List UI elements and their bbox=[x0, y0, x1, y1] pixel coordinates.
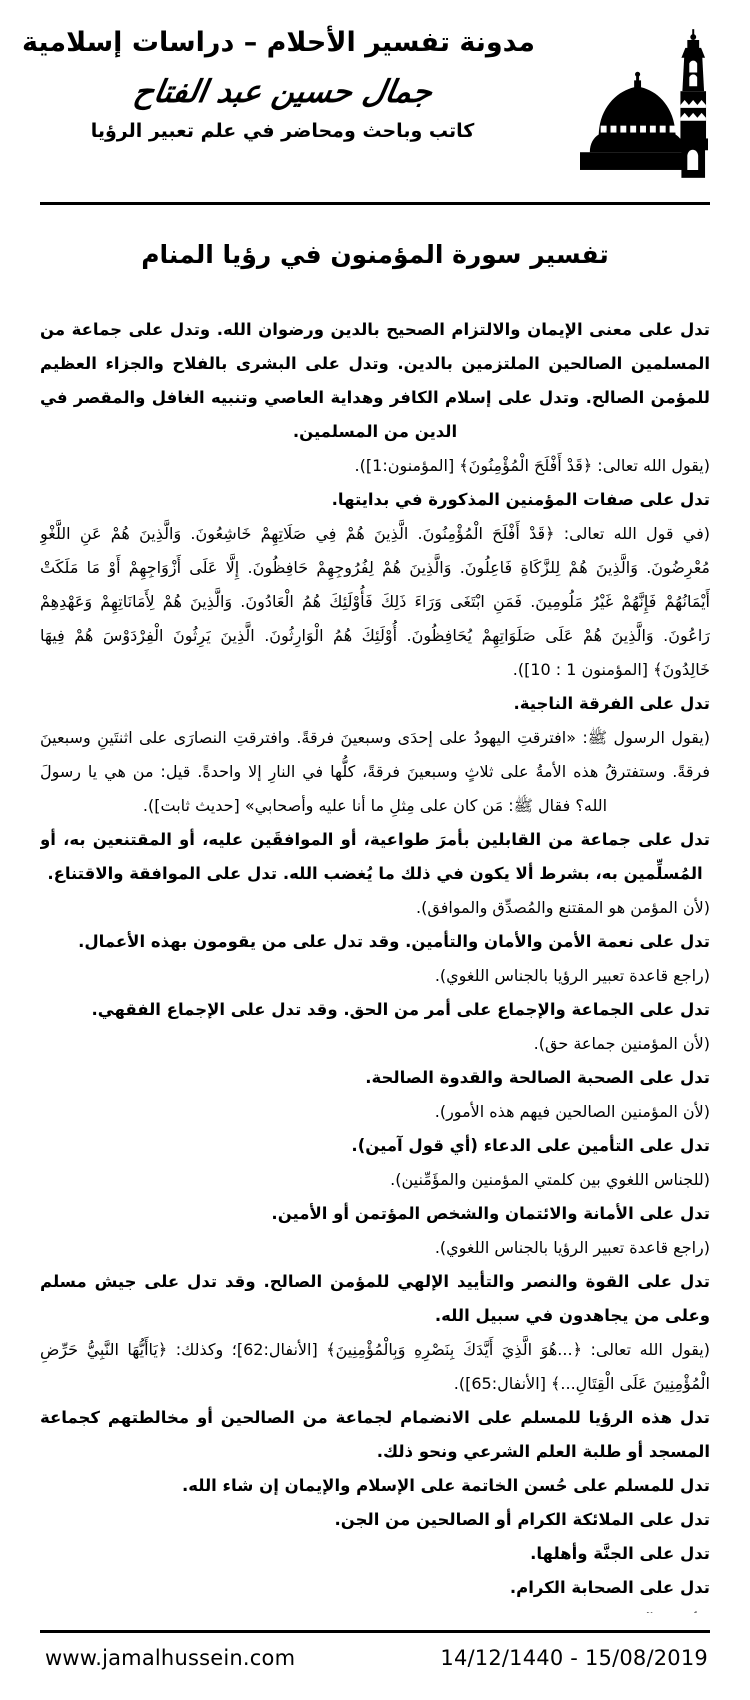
statement-paragraph: تدل على الفرقة الناجية. bbox=[513, 694, 710, 713]
statement-paragraph: تدل على نعمة الأمن والأمان والتأمين. وقد تدل على من يقومون بهذه الأعمال. bbox=[78, 932, 710, 951]
citation-paragraph: (راجع قاعدة تعبير الرؤيا بالجناس اللغوي). bbox=[434, 966, 710, 985]
statement-paragraph: تدل على معنى الإيمان والالتزام الصحيح بالدين ورضوان الله. وتدل على جماعة من المسلمين الصالحين الملتزمين بالدين. وتدل على البشرى بالفلاح والجزاء العظيم للمؤمن الصالح. وتدل على إسلام الكافر وهداية العاصي وتنبيه الغافل والمقصر في الدين من المسلمين. bbox=[40, 320, 710, 441]
citation-paragraph: (في قول الله تعالى: ﴿قَدْ أَفْلَحَ الْمُؤْمِنُونَ. الَّذِينَ هُمْ فِي صَلَاتِهِمْ خَاشِعُونَ. وَالَّذِينَ هُمْ عَنِ اللَّغْوِ مُعْرِضُونَ. وَالَّذِينَ هُمْ لِلزَّكَاةِ فَاعِلُونَ. وَالَّذِينَ هُمْ لِفُرُوجِهِمْ حَافِظُونَ. إِلَّا عَلَى أَزْوَاجِهِمْ أَوْ مَا مَلَكَتْ أَيْمَانُهُمْ فَإِنَّهُمْ غَيْرُ مَلُومِينَ. فَمَنِ ابْتَغَى وَرَاءَ ذَلِكَ فَأُوْلَئِكَ هُمُ الْعَادُونَ. وَالَّذِينَ هُمْ لِأَمَانَاتِهِمْ وَعَهْدِهِمْ رَاعُونَ. وَالَّذِينَ هُمْ عَلَى صَلَوَاتِهِمْ يُحَافِظُونَ. أُوْلَئِكَ هُمُ الْوَارِثُونَ. الَّذِينَ يَرِثُونَ الْفِرْدَوْسَ هُمْ فِيهَا خَالِدُونَ﴾ [المؤمنون 1 : 10]). bbox=[40, 524, 710, 679]
author-signature: جمال حسين عبد الفتاح bbox=[130, 73, 435, 110]
statement-paragraph: تدل للمسلم على حُسن الخاتمة على الإسلام والإيمان إن شاء الله. bbox=[181, 1476, 710, 1495]
citation-paragraph: (لأن المؤمنين جماعة حق). bbox=[533, 1034, 710, 1053]
statement-paragraph: تدل على الصحبة الصالحة والقدوة الصالحة. bbox=[365, 1068, 710, 1087]
website-link[interactable]: www.jamalhussein.com bbox=[45, 1646, 296, 1670]
statement-paragraph: تدل على التأمين على الدعاء (أي قول آمين). bbox=[351, 1136, 710, 1155]
statement-paragraph: تدل على صفات المؤمنين المذكورة في بدايتها. bbox=[331, 490, 710, 509]
citation-paragraph: (للجناس اللغوي بين كلمتي المؤمنين والمؤَمِّنين). bbox=[390, 1170, 710, 1189]
statement-paragraph: تدل على جماعة من القابلين بأمرَ طواعية، أو الموافقَين عليه، أو المقتنعين به، أو المُسلِّمين به، بشرط ألا يكون في ذلك ما يُغضب الله. تدل على الموافقة والاقتناع. bbox=[40, 830, 710, 883]
citation-paragraph: (يقول الله تعالى: ﴿...هُوَ الَّذِيَ أَيَّدَكَ بِنَصْرِهِ وَبِالْمُؤْمِنِينَ﴾ [الأنفال:62]؛ وكذلك: ﴿يَاأَيُّهَا النَّبِيُّ حَرِّضِ الْمُؤْمِنِينَ عَلَى الْقِتَالِ...﴾ [الأنفال:65]). bbox=[40, 1340, 710, 1393]
statement-paragraph: تدل على الجنَّة وأهلها. bbox=[530, 1544, 710, 1563]
citation-paragraph bbox=[40, 1605, 710, 1613]
statement-paragraph: تدل على الأمانة والائتمان والشخص المؤتمن أو الأمين. bbox=[271, 1204, 710, 1223]
statement-paragraph: تدل على الصحابة الكرام. bbox=[509, 1578, 710, 1597]
statement-paragraph: تدل على الملائكة الكرام أو الصالحين من الجن. bbox=[334, 1510, 710, 1529]
statement-paragraph: تدل على القوة والنصر والتأييد الإلهي للمؤمن الصالح. وقد تدل على جيش مسلم وعلى من يجاهدون في سبيل الله. bbox=[40, 1272, 710, 1325]
article bbox=[40, 226, 710, 1613]
header-text-block bbox=[22, 26, 535, 142]
statement-paragraph: تدل على الجماعة والإجماع على أمر من الحق. وقد تدل على الإجماع الفقهي. bbox=[91, 1000, 710, 1019]
article-body bbox=[40, 313, 710, 1613]
citation-paragraph: (يقول الله تعالى: ﴿قَدْ أَفْلَحَ الْمُؤْمِنُونَ﴾ [المؤمنون:1]). bbox=[354, 456, 710, 475]
footer-divider bbox=[40, 1630, 710, 1633]
citation-paragraph: (لأن المؤمن هو المقتنع والمُصدِّق والموافق). bbox=[416, 898, 710, 917]
author-subtitle: كاتب وباحث ومحاضر في علم تعبير الرؤيا bbox=[90, 119, 475, 142]
citation-paragraph: (يقول الرسول ﷺ: «افترقتِ اليهودُ على إحدَى وسبعينَ فرقةً. وافترقتِ النصارَى على اثنتَينِ وسبعينَ فرقةً. وستفترقُ هذه الأمةُ على ثلاثٍ وسبعينَ فرقةً، كلُّها في النارِ إلا واحدةً. قيل: من هي يا رسولَ الله؟ فقال ﷺ: مَن كان على مِثلِ ما أنا عليه وأصحابي» [حديث ثابت]). bbox=[40, 728, 710, 815]
statement-paragraph: تدل هذه الرؤيا للمسلم على الانضمام لجماعة من الصالحين أو مخالطتهم كجماعة المسجد أو طلبة العلم الشرعي ونحو ذلك. bbox=[40, 1408, 710, 1461]
citation-paragraph: (راجع قاعدة تعبير الرؤيا بالجناس اللغوي). bbox=[434, 1238, 710, 1257]
header-divider bbox=[40, 202, 710, 205]
date-text: 14/12/1440 - 15/08/2019 bbox=[440, 1646, 708, 1670]
blog-title: مدونة تفسير الأحلام – دراسات إسلامية bbox=[22, 27, 535, 58]
mosque-icon bbox=[580, 28, 708, 178]
page-footer bbox=[45, 1646, 708, 1670]
citation-paragraph: (لأن المؤمنين الصالحين فيهم هذه الأمور). bbox=[434, 1102, 710, 1121]
article-title: تفسير سورة المؤمنون في رؤيا المنام bbox=[141, 240, 609, 269]
